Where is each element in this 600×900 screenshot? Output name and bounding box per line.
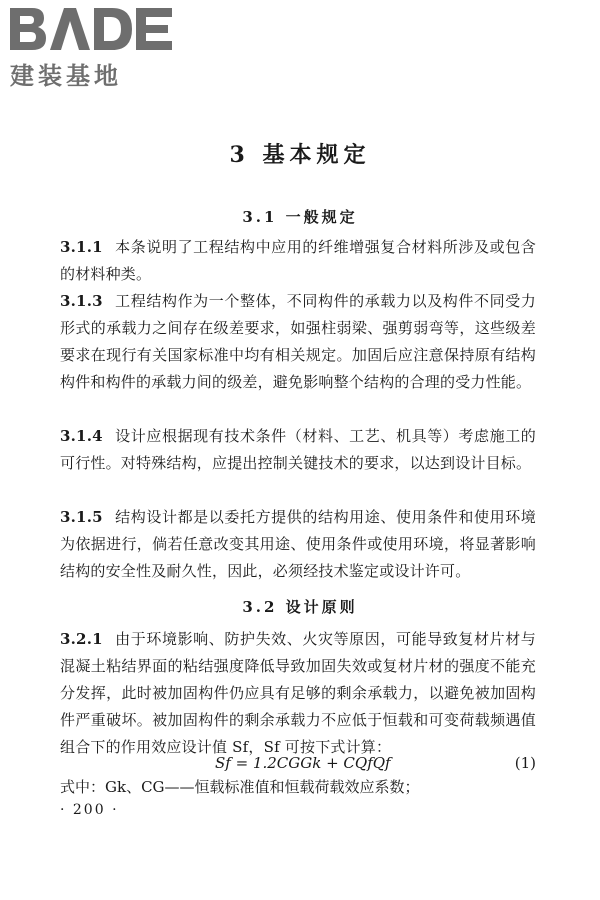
clause-3-1-3 (60, 288, 536, 396)
clause-text: 本条说明了工程结构中应用的纤维增强复合材料所涉及或包含的材料种类。 (60, 238, 536, 283)
publisher-logo (8, 4, 178, 91)
clause-3-1-1 (60, 234, 536, 288)
where-clause: 式中：Gk、CG——恒载标准值和恒载荷载效应系数； (60, 778, 420, 796)
chapter-title: 3 基本规定 (229, 142, 371, 168)
section-heading-3-2: 3.2 设计原则 (242, 598, 358, 616)
clause-text: 设计应根据现有技术条件（材料、工艺、机具等）考虑施工的可行性。对特殊结构，应提出控制关键技术的要求，以达到设计目标。 (60, 427, 536, 472)
clause-number: 3.1.3 (60, 292, 103, 310)
equation-number: (1) (514, 754, 536, 772)
page-number: · 200 · (60, 802, 119, 818)
section-heading-3-1: 3.1 一般规定 (242, 208, 358, 226)
logo-subtitle: 建装基地 (10, 62, 122, 90)
clause-number: 3.1.5 (60, 508, 103, 526)
clause-number: 3.1.4 (60, 427, 103, 445)
clause-text: 工程结构作为一个整体，不同构件的承载力以及构件不同受力形式的承载力之间存在级差要求，如强柱弱梁、强剪弱弯等，这些级差要求在现行有关国家标准中均有相关规定。加固后应注意保持原有结构构件和构件的承载力间的级差，避免影响整个结构的合理的受力性能。 (60, 292, 536, 391)
bade-logo-mark (8, 4, 176, 52)
clause-text: 结构设计都是以委托方提供的结构用途、使用条件和使用环境为依据进行，倘若任意改变其用途、使用条件或使用环境，将显著影响结构的安全性及耐久性，因此，必须经技术鉴定或设计许可。 (60, 508, 536, 580)
clause-3-1-5 (60, 504, 536, 585)
clause-number: 3.1.1 (60, 238, 103, 256)
clause-3-2-1 (60, 626, 536, 761)
clause-3-1-4 (60, 423, 536, 477)
formula-expression: Sf = 1.2CGGk + CQfQf (215, 754, 391, 772)
clause-number: 3.2.1 (60, 630, 103, 648)
clause-text: 由于环境影响、防护失效、火灾等原因，可能导致复材片材与混凝土粘结界面的粘结强度降低导致加固失效或复材片材的强度不能充分发挥，此时被加固构件仍应具有足够的剩余承载力，以避免被加固构件严重破坏。被加固构件的剩余承载力不应低于恒载和可变荷载频遇值组合下的作用效应设计值 Sf，Sf 可按下式计算： (60, 630, 536, 756)
